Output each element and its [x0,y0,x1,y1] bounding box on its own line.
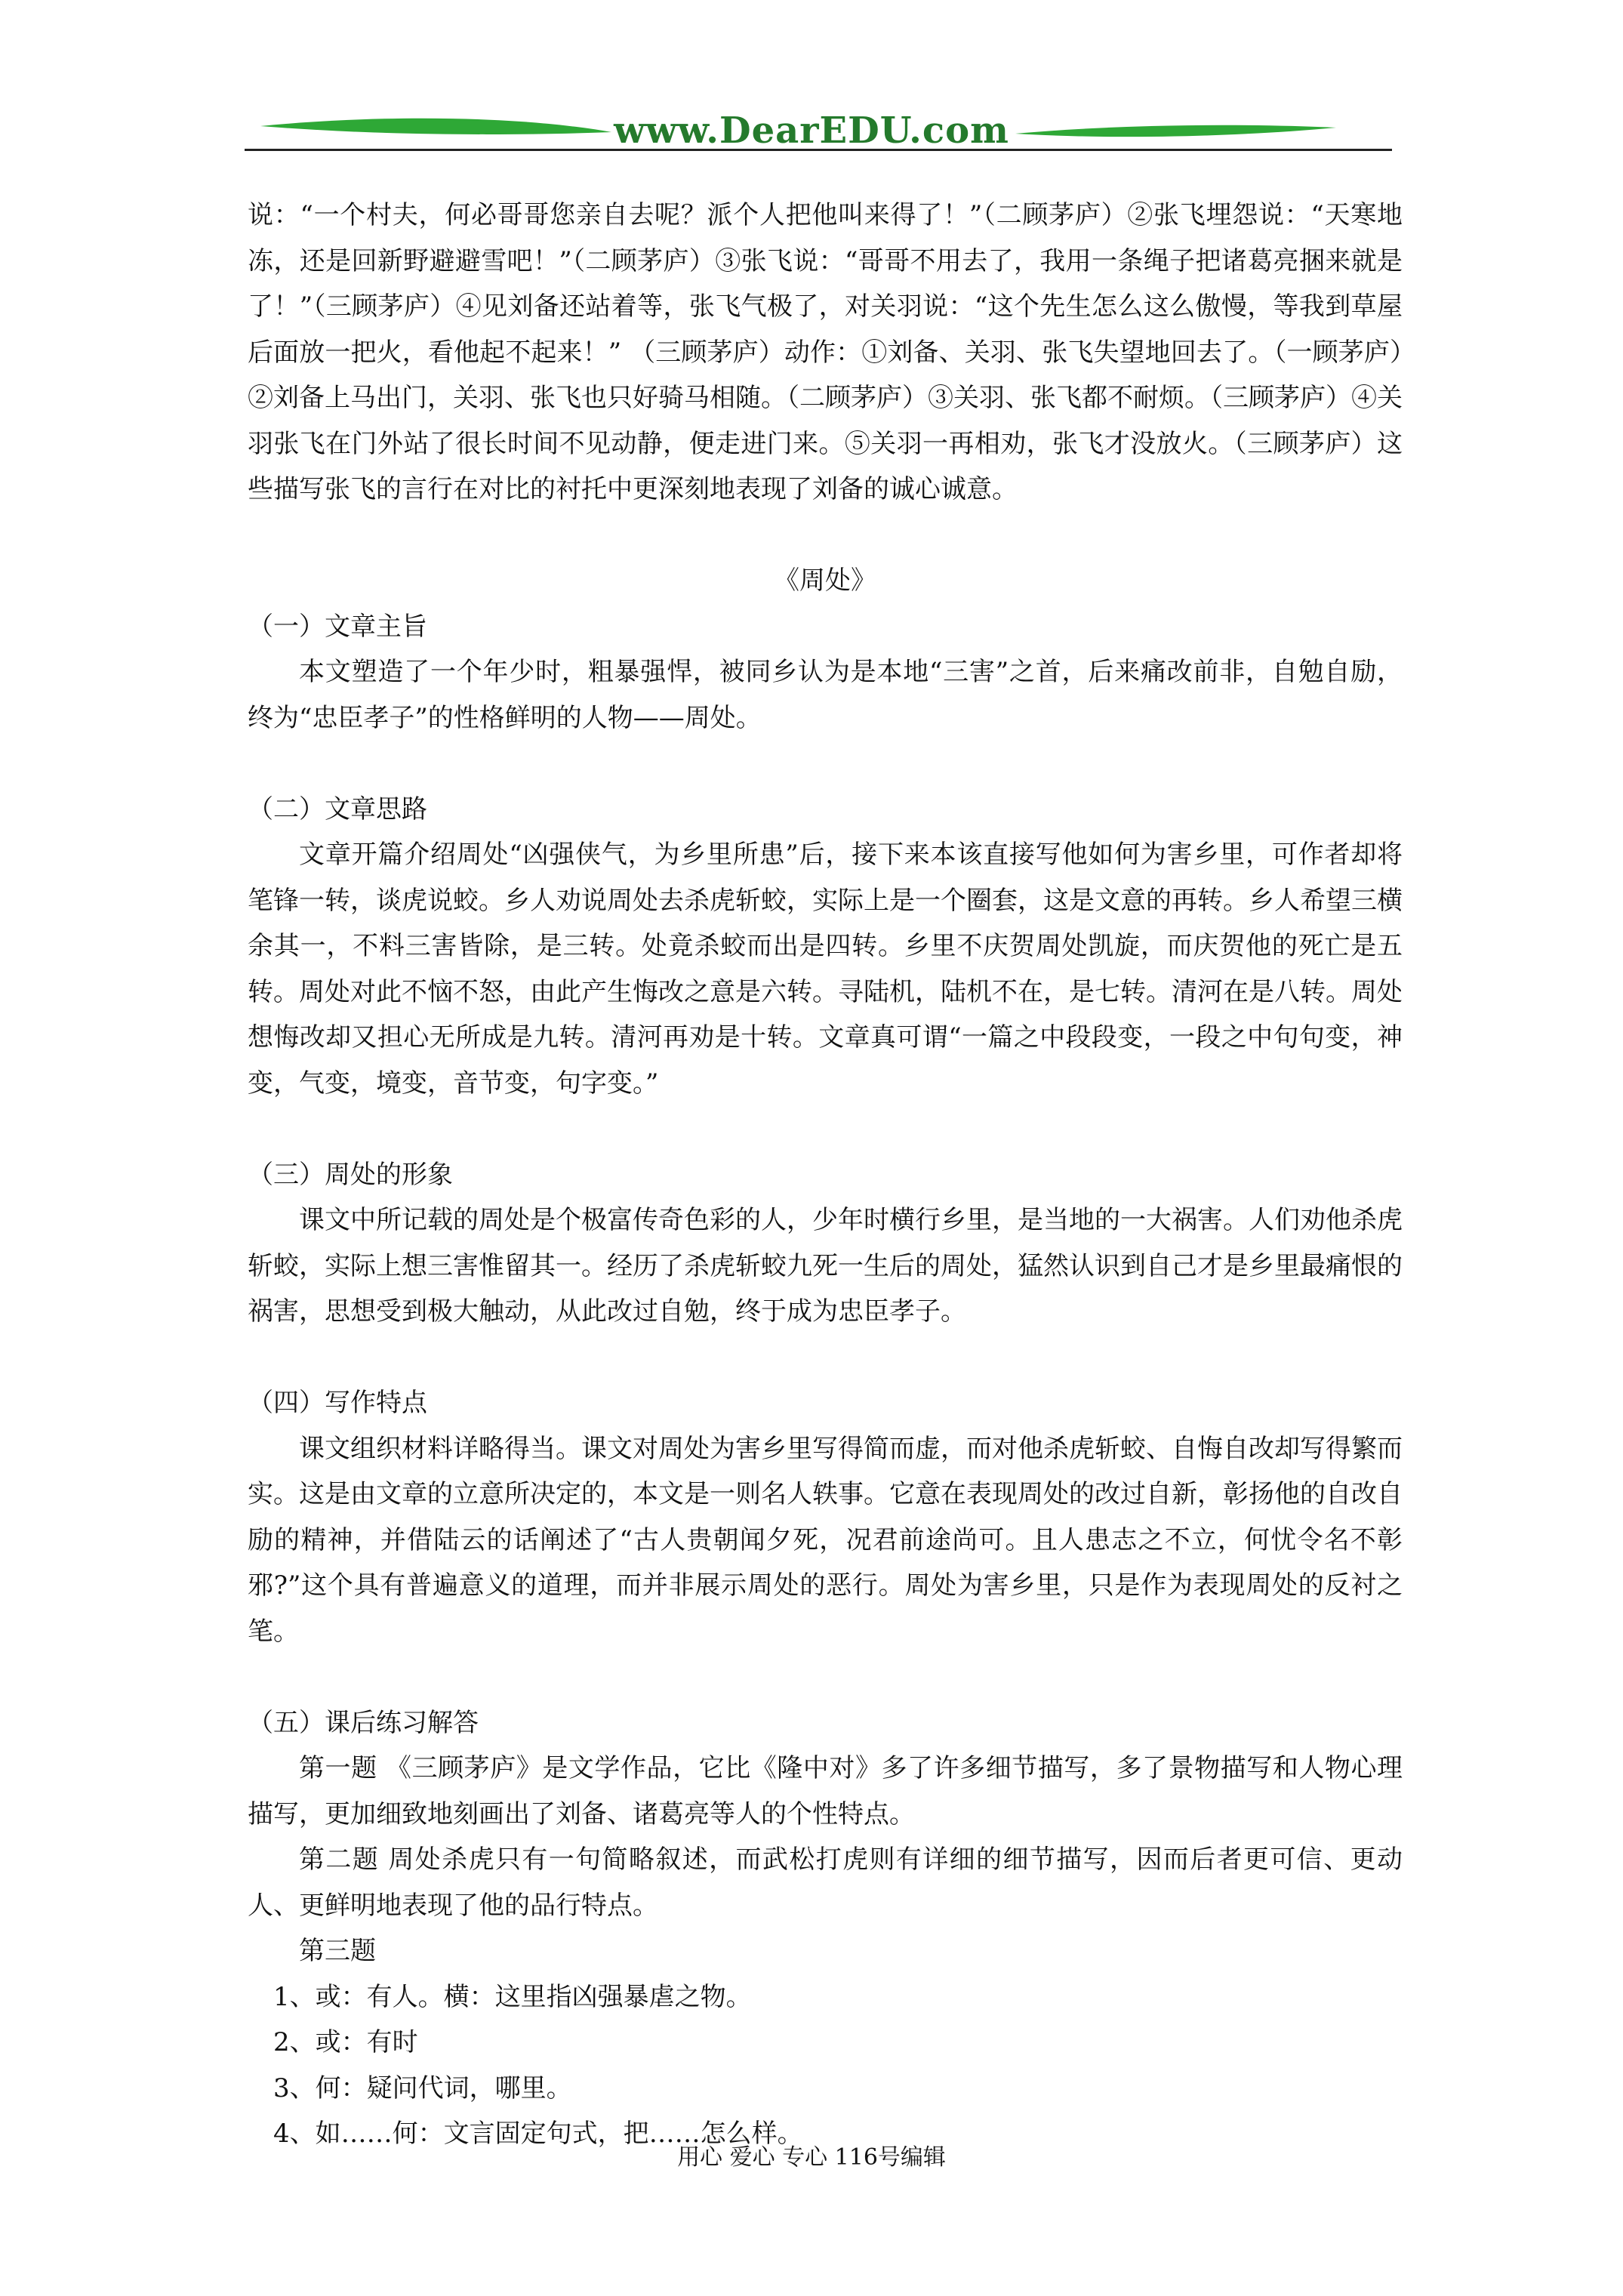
header-divider [245,149,1392,151]
site-logo-text: www.DearEDU.com [614,109,1009,152]
exercise-list-item: 2、或：有时 [273,2027,418,2057]
exercise-answer-2: 第二题 周处杀虎只有一句简略叙述，而武松打虎则有详细的细节描写，因而后者更可信、更动人、更鲜明地表现了他的品行特点。 [248,1845,1403,1921]
exercise-answer-3-label: 第三题 [299,1936,376,1966]
section-heading: （一）文章主旨 [248,611,427,642]
exercise-list-item: 3、何：疑问代词，哪里。 [273,2073,572,2103]
section-body: 课文组织材料详略得当。课文对周处为害乡里写得简而虚，而对他杀虎斩蛟、自悔自改却写得繁而实。这是由文章的立意所决定的，本文是一则名人轶事。它意在表现周处的改过自新，彰扬他的自改自励的精神，并借陆云的话阐述了“古人贵朝闻夕死，况君前途尚可。且人患志之不立，何忧令名不彰邪?”这个具有普遍意义的道理，而并非展示周处的恶行。周处为害乡里，只是作为表现周处的反衬之笔。 [248,1433,1403,1647]
section-heading: （二）文章思路 [248,794,427,824]
exercise-list-item: 4、如……何：文言固定句式，把……怎么样。 [273,2119,803,2149]
section-body: 课文中所记载的周处是个极富传奇色彩的人，少年时横行乡里，是当地的一大祸害。人们劝他杀虎斩蛟，实际上想三害惟留其一。经历了杀虎斩蛟九死一生后的周处，猛然认识到自己才是乡里最痛恨的祸害，思想受到极大触动，从此改过自勉，终于成为忠臣孝子。 [248,1205,1403,1327]
page-footer: 用心 爱心 专心 116号编辑 [677,2144,946,2171]
exercise-list-item: 1、或：有人。横：这里指凶强暴虐之物。 [273,1981,752,2012]
exercises-heading: （五）课后练习解答 [248,1707,479,1738]
section-body: 文章开篇介绍周处“凶强侠气，为乡里所患”后，接下来本该直接写他如何为害乡里，可作者却将笔锋一转，谈虎说蛟。乡人劝说周处去杀虎斩蛟，实际上是一个圈套，这是文意的再转。乡人希望三横余其一，不料三害皆除，是三转。处竟杀蛟而出是四转。乡里不庆贺周处凯旋，而庆贺他的死亡是五转。周处对此不恼不怒，由此产生悔改之意是六转。寻陆机，陆机不在，是七转。清河在是八转。周处想悔改却又担心无所成是九转。清河再劝是十转。文章真可谓“一篇之中段段变，一段之中句句变，神变，气变，境变，音节变，句字变。” [248,840,1403,1099]
article-title: 《周处》 [774,566,876,596]
document-body [248,193,1403,2157]
exercise-answer-1: 第一题 《三顾茅庐》是文学作品，它比《隆中对》多了许多细节描写，多了景物描写和人物心理描写，更加细致地刻画出了刘备、诸葛亮等人的个性特点。 [248,1753,1403,1829]
section-heading: （四）写作特点 [248,1388,427,1418]
intro-paragraph: 说：“一个村夫，何必哥哥您亲自去呢？派个人把他叫来得了！”（二顾茅庐）②张飞埋怨说：“天寒地冻，还是回新野避避雪吧！”（二顾茅庐）③张飞说：“哥哥不用去了，我用一条绳子把诸葛亮捆来就是了！”（三顾茅庐）④见刘备还站着等，张飞气极了，对关羽说：“这个先生怎么这么傲慢，等我到草屋后面放一把火，看他起不起来！” （三顾茅庐）动作：①刘备、关羽、张飞失望地回去了。（一顾茅庐）②刘备上马出门，关羽、张飞也只好骑马相随。（二顾茅庐）③关羽、张飞都不耐烦。（三顾茅庐）④关羽张飞在门外站了很长时间不见动静，便走进门来。⑤关羽一再相劝，张飞才没放火。（三顾茅庐）这些描写张飞的言行在对比的衬托中更深刻地表现了刘备的诚心诚意。 [248,200,1403,504]
page-header [0,102,1623,177]
section-heading: （三）周处的形象 [248,1159,453,1190]
section-body: 本文塑造了一个年少时，粗暴强悍，被同乡认为是本地“三害”之首，后来痛改前非，自勉自励，终为“忠臣孝子”的性格鲜明的人物——周处。 [248,657,1403,733]
